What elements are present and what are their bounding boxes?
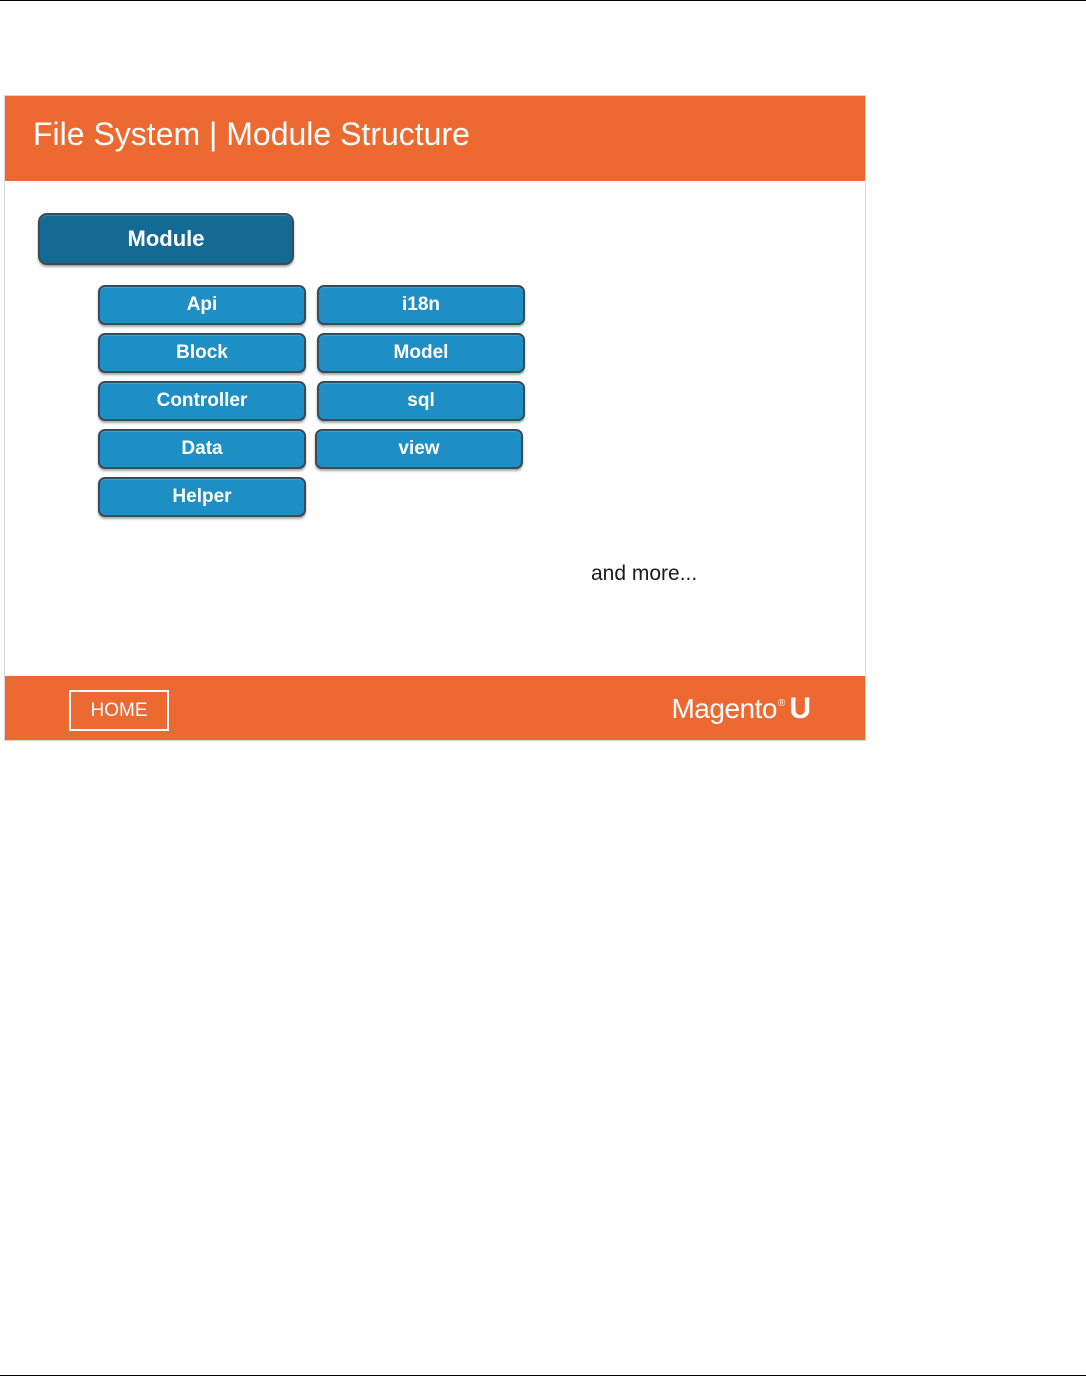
brand-registered-mark: ® [777, 698, 786, 709]
slide-footer [5, 676, 865, 741]
slide-title: File System | Module Structure [33, 116, 470, 152]
page-bottom-rule [0, 1375, 1086, 1376]
brand-suffix: U [789, 692, 811, 725]
folder-box-data: Data [98, 429, 306, 469]
folder-box-controller: Controller [98, 381, 306, 421]
and-more-text: and more... [591, 562, 698, 585]
page-top-rule [0, 0, 1086, 1]
folder-box-i18n: i18n [317, 285, 525, 325]
slide-header [5, 96, 865, 181]
magento-u-logo [671, 692, 811, 726]
folder-box-helper: Helper [98, 477, 306, 517]
folder-box-view: view [315, 429, 523, 469]
folder-box-model: Model [317, 333, 525, 373]
brand-name: Magento [671, 693, 777, 724]
module-box: Module [38, 213, 294, 265]
folder-box-api: Api [98, 285, 306, 325]
folder-box-sql: sql [317, 381, 525, 421]
home-button[interactable]: HOME [69, 690, 169, 731]
folder-box-block: Block [98, 333, 306, 373]
slide [4, 95, 866, 741]
